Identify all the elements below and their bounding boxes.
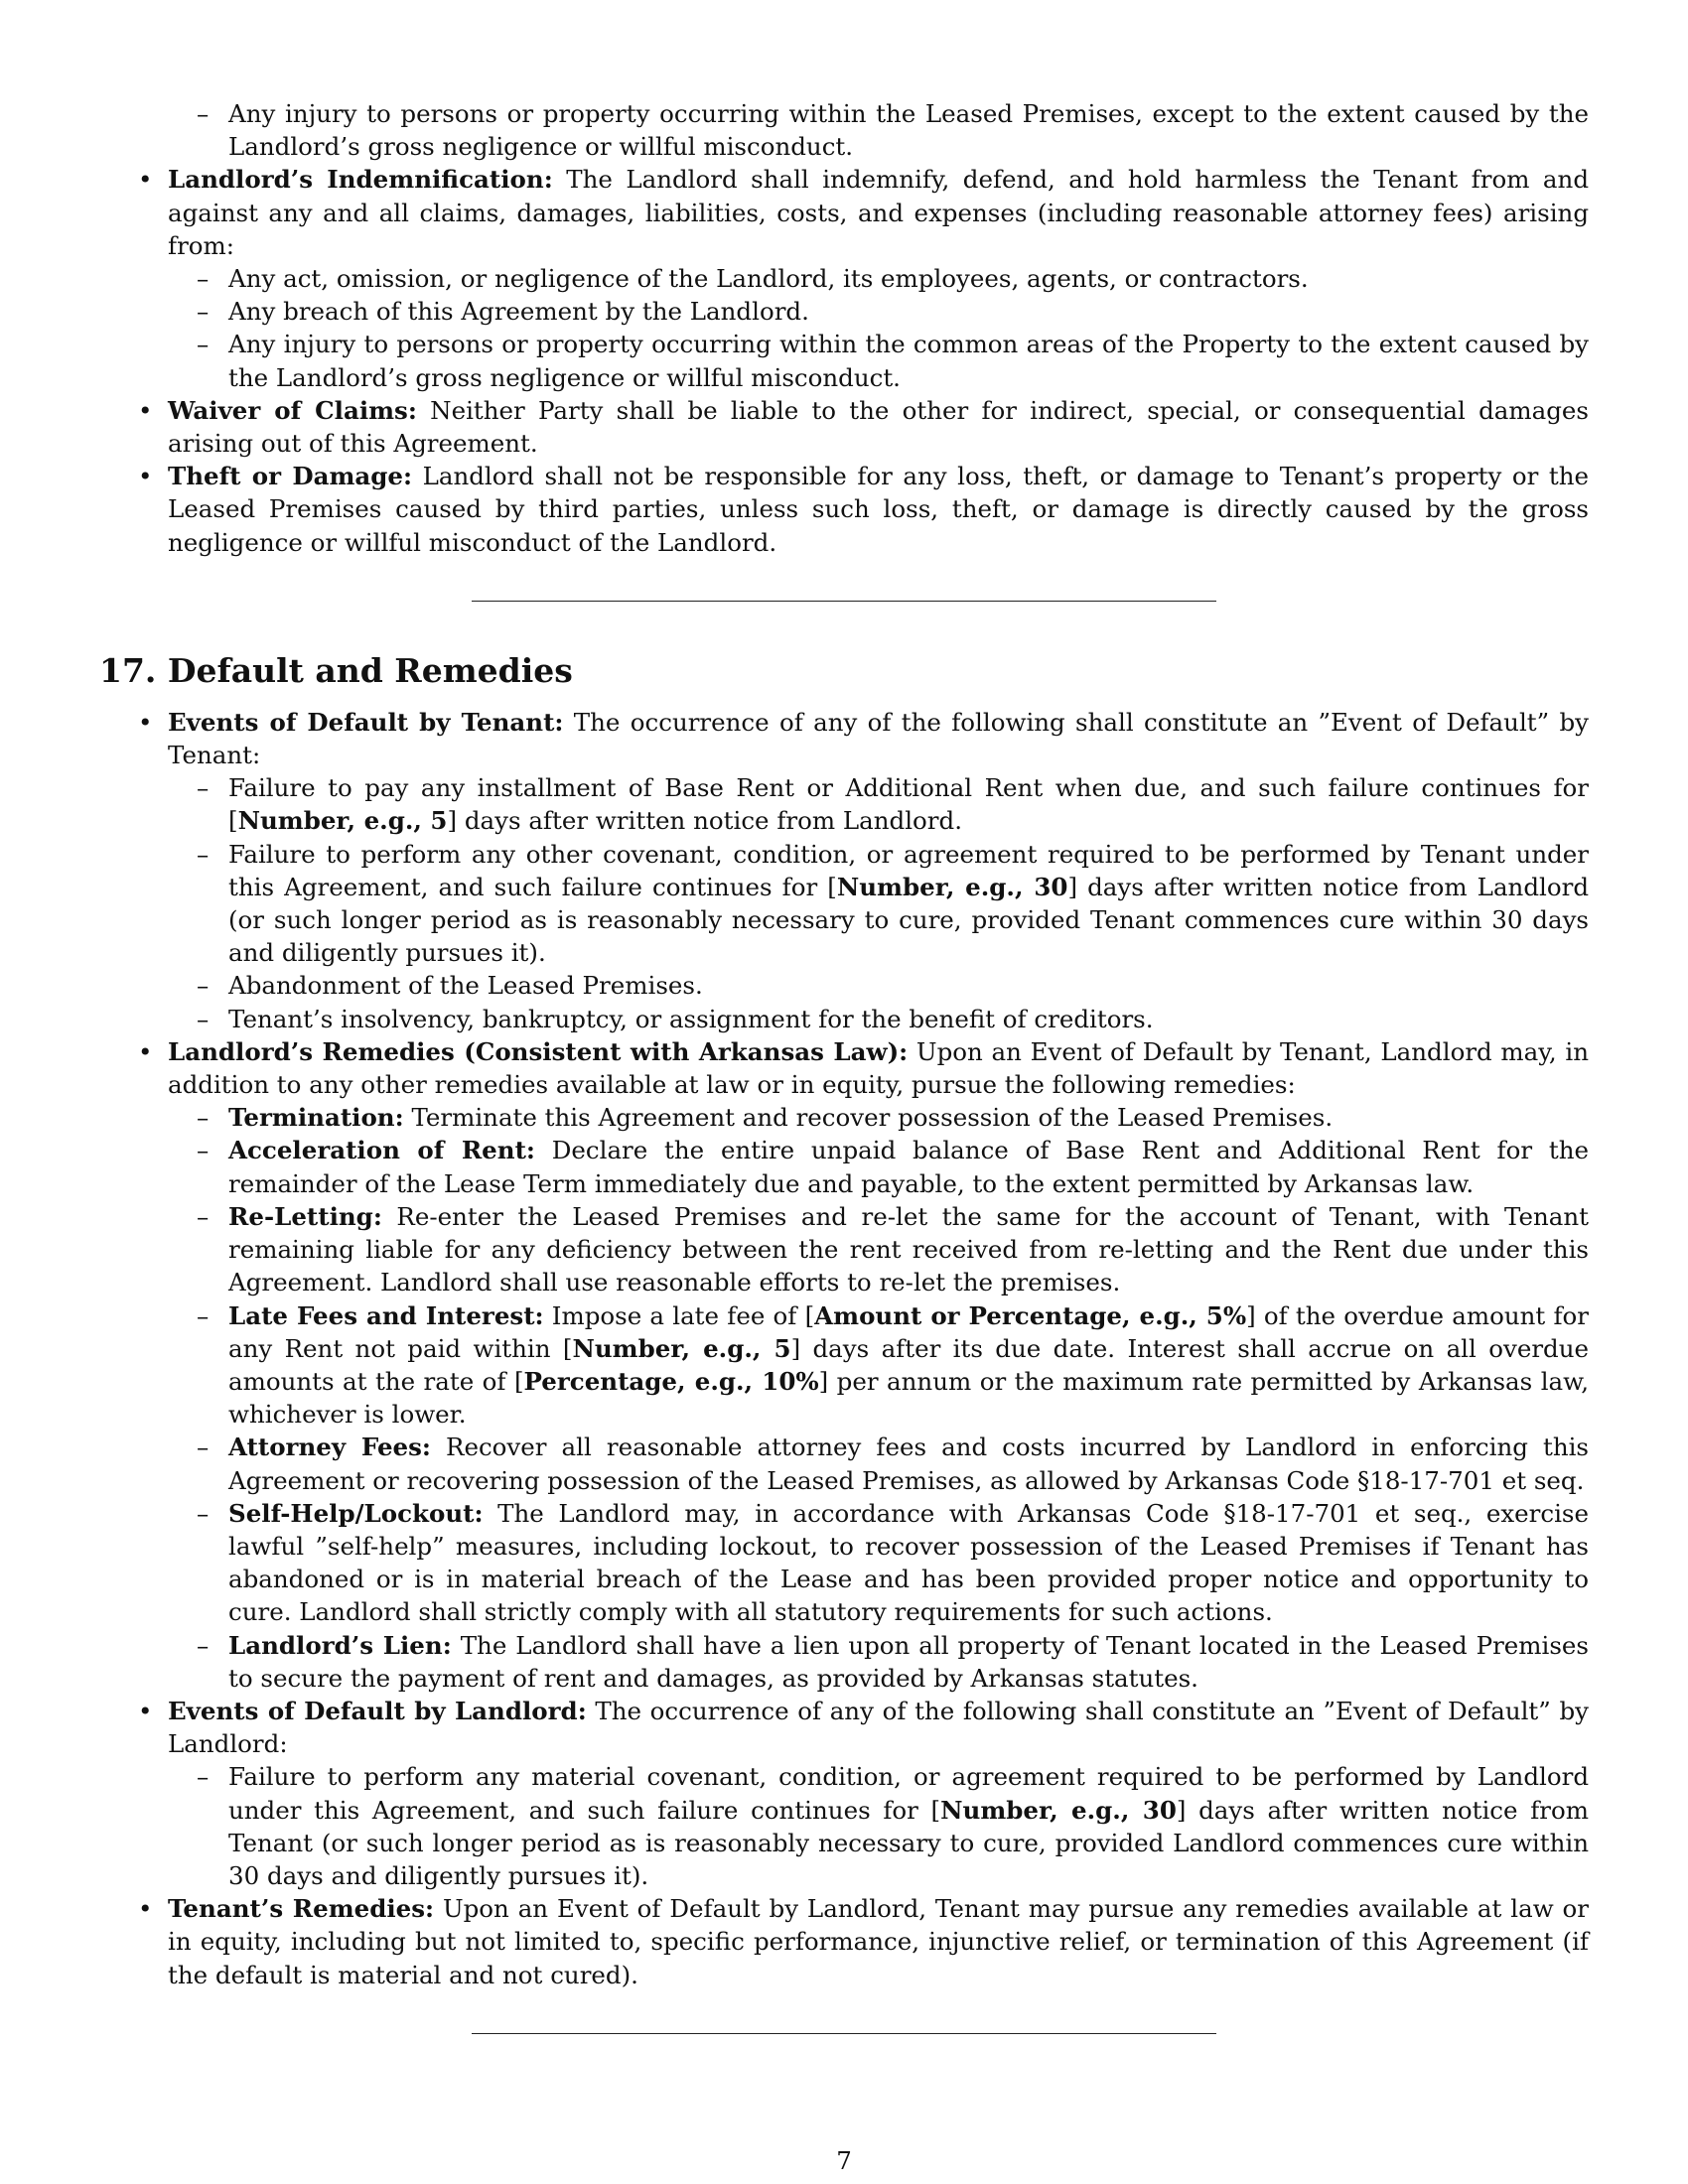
horizontal-rule — [472, 601, 1216, 602]
dash-marker: – — [197, 1004, 210, 1033]
item-text: Landlord shall not be responsible for any loss, theft, or damage to Tenant’s property or the Leased Premises caused by third parties, unless such loss, theft, or damage is directly caused by the gross negligence or willful misconduct of the Landlord. — [168, 462, 1589, 557]
dash-marker: – — [197, 1300, 210, 1330]
sub-item-text: ] days after written notice from Tenant (or such longer period as is reasonably necessary to cure, provided Landlord commences cure within 30 days and diligently pursues it). — [228, 1795, 1589, 1890]
placeholder-field: Percentage, e.g., 10% — [523, 1366, 819, 1396]
dash-marker: – — [197, 1762, 210, 1792]
sub-item — [197, 262, 1589, 295]
item-label: Events of Default by Tenant: — [168, 707, 564, 737]
sub-item-label: Attorney Fees: — [228, 1433, 431, 1462]
default-remedies-list — [99, 706, 1589, 1991]
list-item — [138, 1695, 1589, 1892]
dash-marker: – — [197, 1136, 210, 1165]
page-number: 7 — [836, 2146, 852, 2175]
sub-item-text: Failure to perform any other covenant, condition, or agreement required to be performed by Tenant under this Agreement, and such failure continues for [ — [228, 839, 1589, 901]
sub-item-text: Abandonment of the Leased Premises. — [228, 971, 703, 1001]
dash-marker: – — [197, 99, 210, 128]
bullet-marker: • — [138, 395, 153, 425]
item-text: The occurrence of any of the following shall constitute an ”Event of Default” by Landlord: — [168, 1696, 1589, 1759]
list-item — [138, 394, 1589, 460]
sub-item-label: Self-Help/Lockout: — [228, 1498, 484, 1528]
placeholder-field: Number, e.g., 30 — [836, 872, 1068, 901]
sub-list — [168, 1101, 1589, 1695]
sub-item — [197, 838, 1590, 970]
sub-item-text: Any breach of this Agreement by the Landlord. — [228, 297, 809, 327]
list-item — [138, 163, 1589, 393]
dash-marker: – — [197, 1201, 210, 1231]
indemnification-list — [99, 163, 1589, 558]
sub-item-text: Any act, omission, or negligence of the Landlord, its employees, agents, or contractors. — [228, 264, 1309, 294]
sub-item — [197, 1760, 1589, 1892]
list-item — [138, 1892, 1589, 1991]
sub-item-text: ] per annum or the maximum rate permitted by Arkansas law, whichever is lower. — [228, 1366, 1589, 1430]
sub-item — [197, 1003, 1589, 1035]
sub-item — [197, 1101, 1589, 1134]
list-item — [138, 1035, 1590, 1695]
sub-item-text: Tenant’s insolvency, bankruptcy, or assignment for the benefit of creditors. — [228, 1004, 1154, 1033]
item-text: Upon an Event of Default by Landlord, Tenant may pursue any remedies available at law or in equity, including but not limited to, specific performance, injunctive relief, or termination of this Agreement (if the default is material and not cured). — [168, 1894, 1589, 1989]
sub-item — [197, 771, 1589, 837]
bullet-marker: • — [138, 707, 153, 737]
horizontal-rule — [472, 2033, 1216, 2034]
dash-marker: – — [197, 773, 210, 803]
bullet-marker: • — [138, 1894, 153, 1924]
sub-item — [197, 969, 1589, 1002]
dash-marker: – — [197, 1433, 210, 1462]
sub-item-text: ] of the overdue amount for any Rent not paid within [ — [228, 1300, 1589, 1363]
item-label: Landlord’s Remedies (Consistent with Arkansas Law): — [168, 1036, 909, 1066]
sub-list — [168, 262, 1589, 394]
continued-sub-item — [99, 97, 1589, 163]
item-label: Tenant’s Remedies: — [168, 1894, 435, 1924]
dash-marker: – — [197, 1498, 210, 1528]
item-text: Neither Party shall be liable to the other for indirect, special, or consequential damages arising out of this Agreement. — [168, 395, 1589, 459]
dash-marker: – — [197, 839, 210, 869]
item-label: Landlord’s Indemnification: — [168, 165, 553, 195]
list-item — [138, 706, 1590, 1035]
bullet-marker: • — [138, 165, 153, 195]
sub-item-label: Termination: — [228, 1103, 404, 1133]
sub-item-text: Re-enter the Leased Premises and re-let the same for the account of Tenant, with Tenant remaining liable for any deficiency between the rent received from re-letting and the Rent due under this Agreement. Landlord shall use reasonable efforts to re-let the premises. — [228, 1201, 1589, 1297]
sub-item-text: ] days after written notice from Landlord. — [447, 806, 962, 836]
list-item — [138, 460, 1589, 559]
sub-item-label: Late Fees and Interest: — [228, 1300, 544, 1330]
sub-item — [197, 1134, 1589, 1199]
sub-item-text: Any injury to persons or property occurring within the Leased Premises, except to the extent caused by the Landlord’s gross negligence or willful misconduct. — [228, 99, 1589, 162]
placeholder-field: Number, e.g., 5 — [237, 806, 448, 836]
dash-marker: – — [197, 264, 210, 294]
sub-item — [197, 1629, 1589, 1695]
item-label: Waiver of Claims: — [168, 395, 417, 425]
sub-item — [197, 328, 1589, 393]
sub-item-text: ] days after its due date. Interest shall accrue on all overdue amounts at the rate of [ — [228, 1333, 1589, 1396]
sub-item-text: Impose a late fee of [ — [543, 1300, 815, 1330]
sub-item-text: Terminate this Agreement and recover possession of the Leased Premises. — [403, 1103, 1334, 1133]
bullet-marker: • — [138, 462, 153, 491]
sub-item-text: Failure to perform any material covenant, condition, or agreement required to be performed by Landlord under this Agreement, and such failure continues for [ — [228, 1762, 1589, 1825]
dash-marker: – — [197, 1630, 210, 1660]
sub-item — [197, 1497, 1589, 1629]
item-label: Theft or Damage: — [168, 462, 413, 491]
sub-item-text: The Landlord shall have a lien upon all property of Tenant located in the Leased Premises to secure the payment of rent and damages, as provided by Arkansas statutes. — [228, 1630, 1589, 1693]
dash-marker: – — [197, 330, 210, 359]
sub-item-text: The Landlord may, in accordance with Arkansas Code §18-17-701 et seq., exercise lawful ”self-help” measures, including lockout, to recover possession of the Leased Premises if Tenant has abandoned or is in material breach of the Lease and has been provided proper notice and opportunity to cure. Landlord shall strictly comply with all statutory requirements for such actions. — [228, 1498, 1589, 1627]
sub-item — [197, 1299, 1589, 1432]
sub-item-label: Landlord’s Lien: — [228, 1630, 452, 1660]
placeholder-field: Amount or Percentage, e.g., 5% — [814, 1300, 1247, 1330]
dash-marker: – — [197, 297, 210, 327]
sub-item-text: Recover all reasonable attorney fees and costs incurred by Landlord in enforcing this Agreement or recovering possession of the Leased Premises, as allowed by Arkansas Code §18-17-701 et seq. — [228, 1433, 1590, 1495]
sub-item — [197, 295, 1589, 328]
sub-list — [168, 771, 1589, 1035]
sub-item-text: Failure to pay any installment of Base Rent or Additional Rent when due, and such failure continues for [ — [228, 773, 1589, 836]
bullet-marker: • — [138, 1036, 153, 1066]
sub-item — [197, 1431, 1590, 1496]
sub-item-text: ] days after written notice from Landlord (or such longer period as is reasonably necessary to cure, provided Tenant commences cure within 30 days and diligently pursues it). — [228, 872, 1590, 968]
dash-marker: – — [197, 971, 210, 1001]
item-label: Events of Default by Landlord: — [168, 1696, 587, 1725]
sub-item-text: Any injury to persons or property occurring within the common areas of the Property to the extent caused by the Landlord’s gross negligence or willful misconduct. — [228, 330, 1589, 392]
sub-list — [168, 1760, 1589, 1892]
page-content — [99, 97, 1589, 2034]
item-text: The occurrence of any of the following shall constitute an ”Event of Default” by Tenant: — [168, 707, 1589, 770]
dash-marker: – — [197, 1103, 210, 1133]
sub-item-label: Re-Letting: — [228, 1201, 382, 1231]
bullet-marker: • — [138, 1696, 153, 1725]
item-text: Upon an Event of Default by Tenant, Landlord may, in addition to any other remedies available at law or in equity, pursue the following remedies: — [168, 1036, 1589, 1100]
item-text: The Landlord shall indemnify, defend, and hold harmless the Tenant from and against any and all claims, damages, liabilities, costs, and expenses (including reasonable attorney fees) arising from: — [168, 165, 1589, 260]
placeholder-field: Number, e.g., 5 — [572, 1333, 791, 1363]
sub-item-text: Declare the entire unpaid balance of Base Rent and Additional Rent for the remainder of the Lease Term immediately due and payable, to the extent permitted by Arkansas law. — [228, 1136, 1589, 1198]
section-heading: 17. Default and Remedies — [99, 650, 573, 690]
placeholder-field: Number, e.g., 30 — [940, 1795, 1177, 1825]
sub-item — [197, 1200, 1589, 1299]
sub-item-label: Acceleration of Rent: — [228, 1136, 535, 1165]
